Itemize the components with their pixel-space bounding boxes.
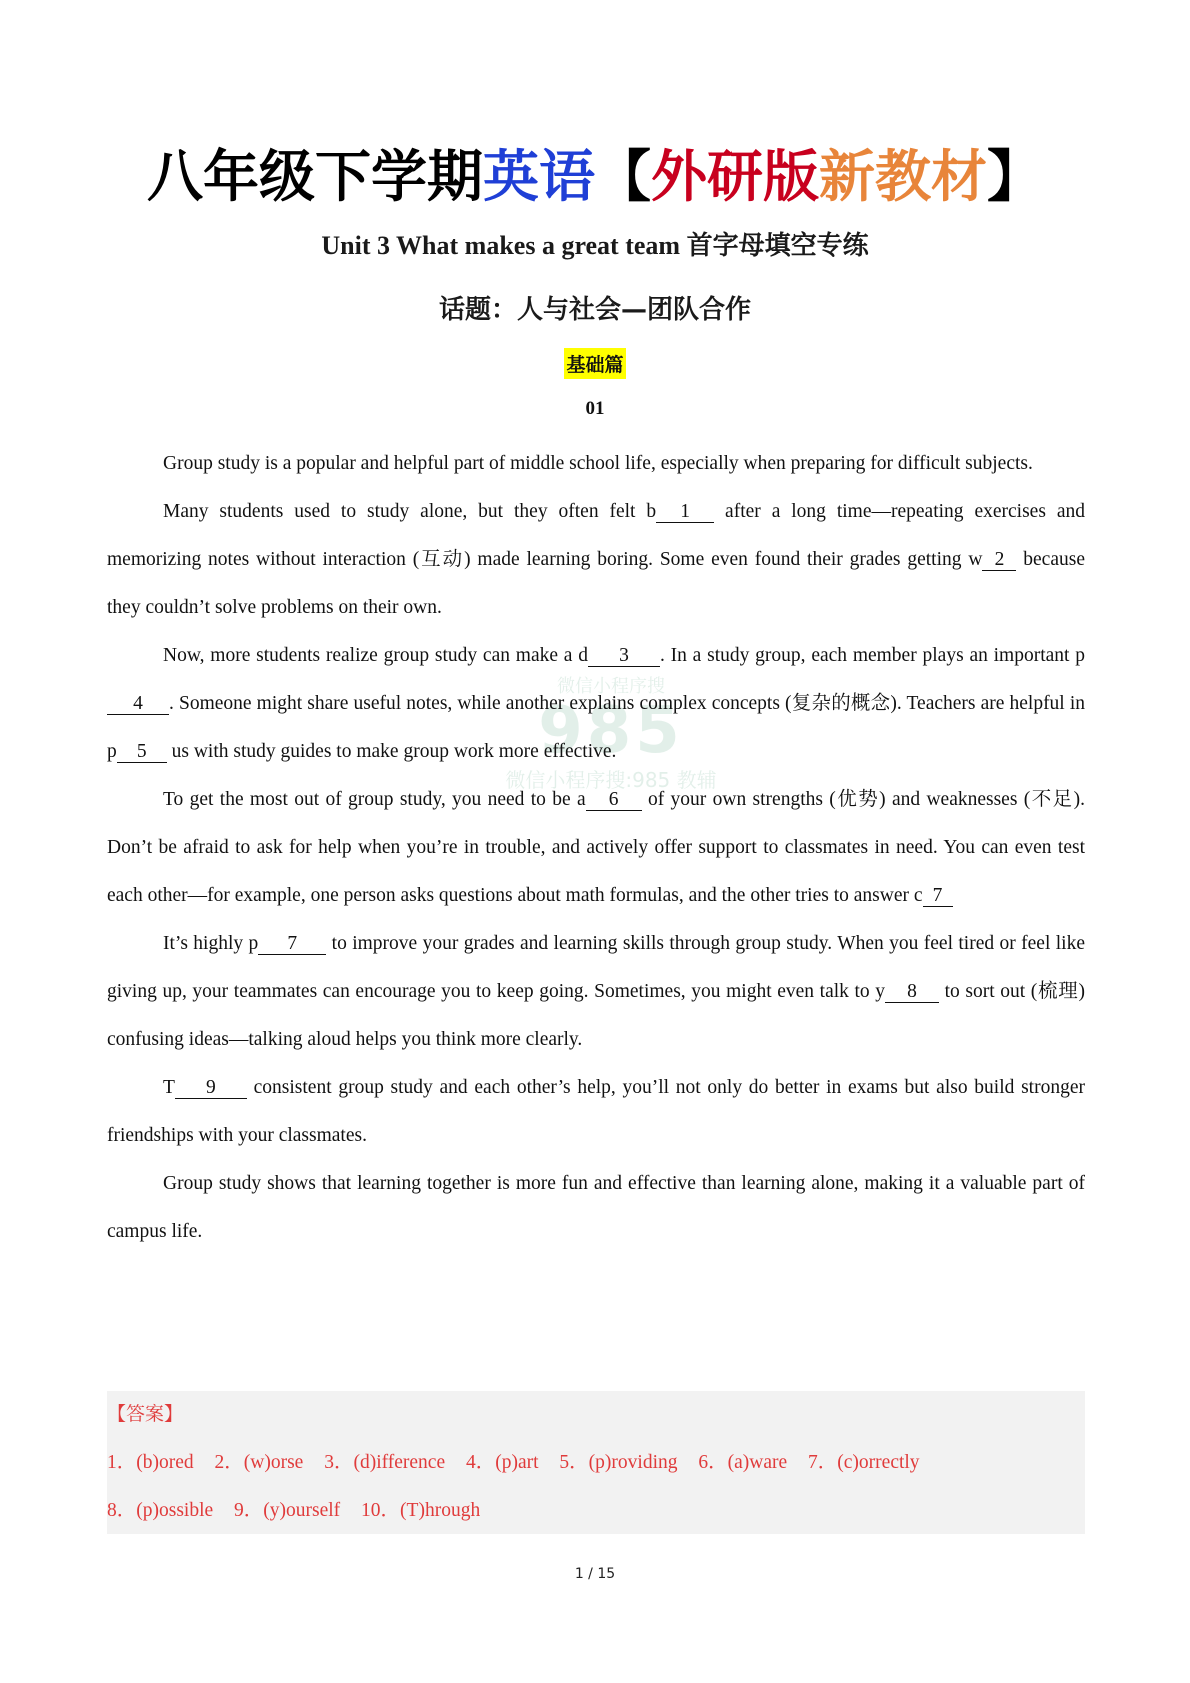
main-title	[0, 142, 1190, 214]
reading-passage	[107, 440, 1085, 1256]
level-label-wrap	[0, 348, 1190, 379]
paragraph-3-text-c: . Someone might share useful notes, while another explains complex concepts (复杂的概念). Teachers are helpful in p	[107, 693, 1085, 762]
answer-box	[107, 1391, 1085, 1534]
blank-5: 5	[117, 742, 167, 763]
blank-7b: 7	[258, 934, 326, 955]
watermark-logo-text: 985	[538, 694, 684, 768]
watermark-bottom-text: 微信小程序搜:985 教辅	[505, 768, 717, 792]
title-publisher-part: 外研版	[651, 145, 819, 210]
page-number: 1 / 15	[574, 1566, 616, 1582]
title-edition-part: 新教材	[819, 145, 987, 210]
blank-2: 2	[982, 550, 1016, 571]
paragraph-6-text-b: consistent group study and each other’s help, you’ll not only do better in exams but also build stronger friendships with your classmates.	[107, 1077, 1085, 1146]
answer-item: 2．(w)orse	[214, 1452, 304, 1473]
topic-heading: 话题：人与社会—团队合作	[438, 295, 751, 325]
paragraph-3-text-a: Now, more students realize group study can make a d	[163, 645, 588, 666]
title-subject-part: 英语	[483, 145, 595, 210]
paragraph-6-text-a: T	[163, 1077, 175, 1098]
paragraph-5-text-c: to sort out (梳理) confusing ideas—talking aloud helps you think more clearly.	[107, 981, 1085, 1050]
answer-item: 7．(c)orrectly	[808, 1452, 920, 1473]
title-grade-part: 八年级下学期	[147, 145, 483, 210]
answer-item: 3．(d)ifference	[324, 1452, 446, 1473]
paragraph-1: Group study is a popular and helpful part of middle school life, especially when preparing for difficult subjects.	[163, 453, 1033, 474]
title-bracket-open: 【	[595, 145, 651, 210]
blank-4: 4	[107, 694, 169, 715]
paragraph-2	[107, 488, 1085, 632]
paragraph-4-text-a: To get the most out of group study, you need to be a	[163, 789, 586, 810]
watermark-top-text: 微信小程序搜	[557, 676, 665, 697]
paragraph-2-text-c: because they couldn’t solve problems on their own.	[107, 549, 1085, 618]
paragraph-3-text-b: . In a study group, each member plays an important p	[659, 645, 1085, 666]
paragraph-2-text-b: after a long time—repeating exercises and memorizing notes without interaction (互动) made learning boring. Some even found their grades getting w	[107, 501, 1085, 570]
answer-item: 5．(p)roviding	[559, 1452, 678, 1473]
paragraph-5-text-a: It’s highly p	[163, 933, 259, 954]
answer-line-2	[107, 1494, 496, 1522]
answer-item: 6．(a)ware	[698, 1452, 788, 1473]
paragraph-5-text-b: to improve your grades and learning skills through group study. When you feel tired or feel like giving up, your teammates can encourage you to keep going. Sometimes, you might even talk to y	[107, 933, 1085, 1002]
blank-8: 8	[885, 982, 939, 1003]
blank-3: 3	[588, 646, 660, 667]
paragraph-6	[107, 1064, 1085, 1160]
paragraph-3	[107, 632, 1085, 776]
answer-item: 9．(y)ourself	[234, 1500, 341, 1521]
blank-9: 9	[175, 1078, 247, 1099]
paragraph-7: Group study shows that learning together is more fun and effective than learning alone, making it a valuable part of campus life.	[107, 1173, 1085, 1242]
title-bracket-close: 】	[987, 145, 1043, 210]
blank-6: 6	[586, 790, 642, 811]
answer-item: 4．(p)art	[465, 1452, 539, 1473]
paragraph-3-text-d: us with study guides to make group work more effective.	[166, 741, 617, 762]
paragraph-2-text-a: Many students used to study alone, but they often felt b	[163, 501, 657, 522]
paragraph-5	[107, 920, 1085, 1064]
blank-1: 1	[656, 502, 714, 523]
answer-item: 1．(b)ored	[107, 1452, 194, 1473]
answer-line-1	[107, 1446, 936, 1474]
paragraph-4-text-b: of your own strengths (优势) and weaknesses (不足). Don’t be afraid to ask for help when you’re in trouble, and actively offer support to classmates in need. You can even test each other—for example, one person asks questions about math formulas, and the other tries to answer c	[107, 789, 1085, 906]
unit-subtitle: Unit 3 What makes a great team 首字母填空专练	[321, 231, 869, 260]
answer-item: 10．(T)hrough	[361, 1500, 481, 1521]
answer-header: 【答案】	[107, 1404, 184, 1425]
paragraph-4	[107, 776, 1085, 920]
blank-7a: 7	[923, 886, 953, 907]
answer-item: 8．(p)ossible	[107, 1500, 214, 1521]
level-badge: 基础篇	[564, 348, 625, 379]
passage-number: 01	[585, 398, 605, 419]
